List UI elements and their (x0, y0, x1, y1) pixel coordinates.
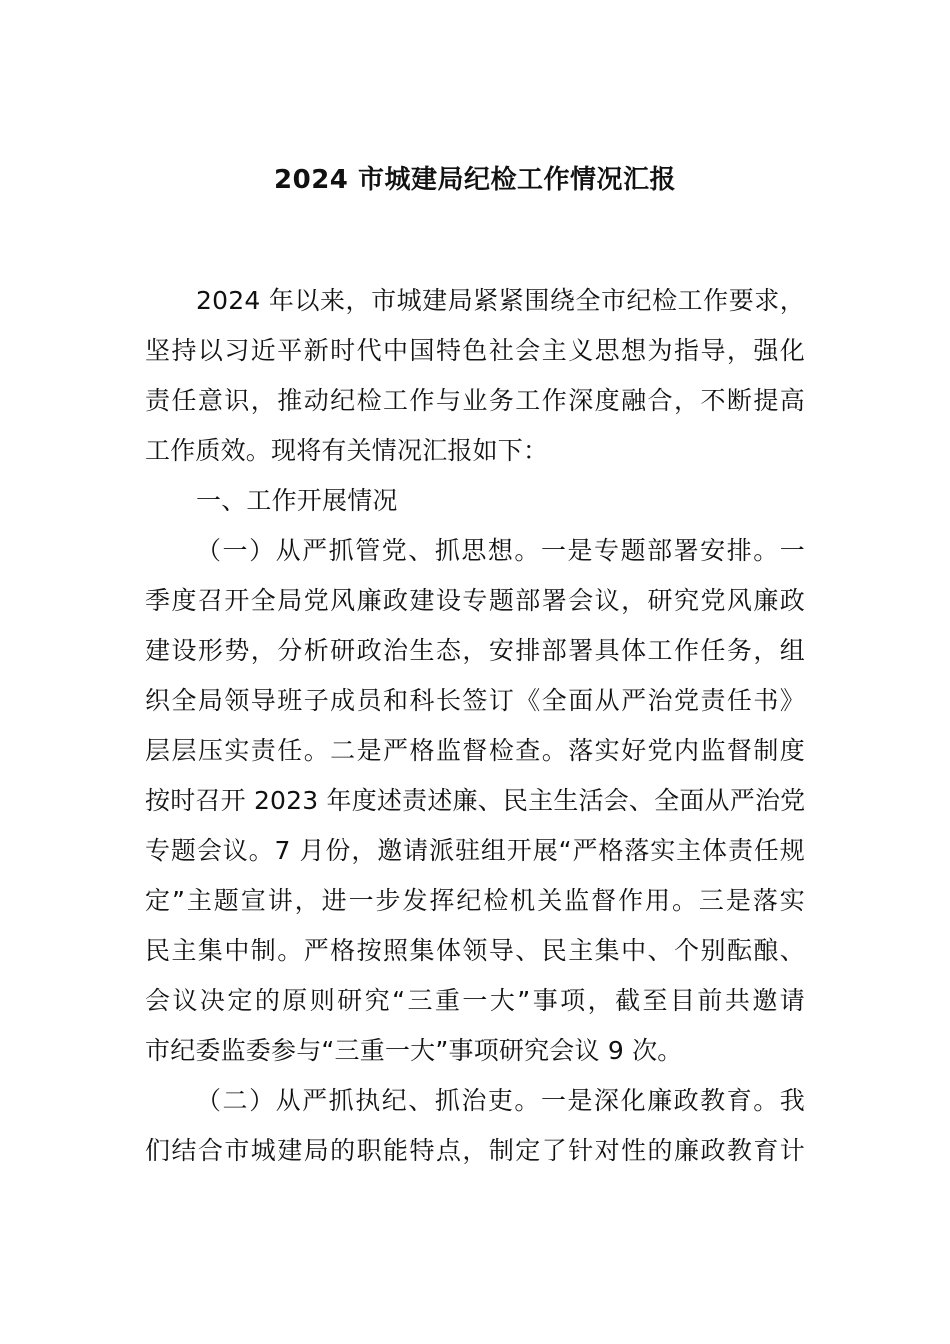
paragraph-line: （二）从严抓执纪、抓治吏。一是深化廉政教育。我 (196, 1086, 805, 1115)
paragraph-line: 织全局领导班子成员和科长签订《全面从严治党责任书》 (145, 686, 805, 715)
paragraph-line: 专题会议。7 月份，邀请派驻组开展“严格落实主体责任规 (145, 836, 805, 865)
paragraph-line: （一）从严抓管党、抓思想。一是专题部署安排。一 (196, 536, 805, 565)
paragraph-line: 民主集中制。严格按照集体领导、民主集中、个别酝酿、 (145, 936, 805, 965)
paragraph-line: 坚持以习近平新时代中国特色社会主义思想为指导，强化 (145, 336, 805, 365)
section-heading: 一、工作开展情况 (196, 486, 398, 515)
paragraph-line: 会议决定的原则研究“三重一大”事项，截至目前共邀请 (145, 986, 805, 1015)
paragraph-line: 层层压实责任。二是严格监督检查。落实好党内监督制度 (145, 736, 805, 765)
document-title: 2024 市城建局纪检工作情况汇报 (274, 165, 676, 195)
paragraph-line: 定”主题宣讲，进一步发挥纪检机关监督作用。三是落实 (145, 886, 805, 915)
paragraph-line: 责任意识，推动纪检工作与业务工作深度融合，不断提高 (145, 386, 805, 415)
paragraph-line: 建设形势，分析研政治生态，安排部署具体工作任务，组 (145, 636, 805, 665)
paragraph-line: 2024 年以来，市城建局紧紧围绕全市纪检工作要求， (196, 286, 805, 315)
paragraph-line: 们结合市城建局的职能特点，制定了针对性的廉政教育计 (145, 1136, 805, 1165)
paragraph-line: 季度召开全局党风廉政建设专题部署会议，研究党风廉政 (145, 586, 805, 615)
paragraph-line: 工作质效。现将有关情况汇报如下： (145, 436, 549, 465)
paragraph-line: 按时召开 2023 年度述责述廉、民主生活会、全面从严治党 (145, 786, 806, 815)
paragraph-line: 市纪委监委参与“三重一大”事项研究会议 9 次。 (145, 1036, 683, 1065)
